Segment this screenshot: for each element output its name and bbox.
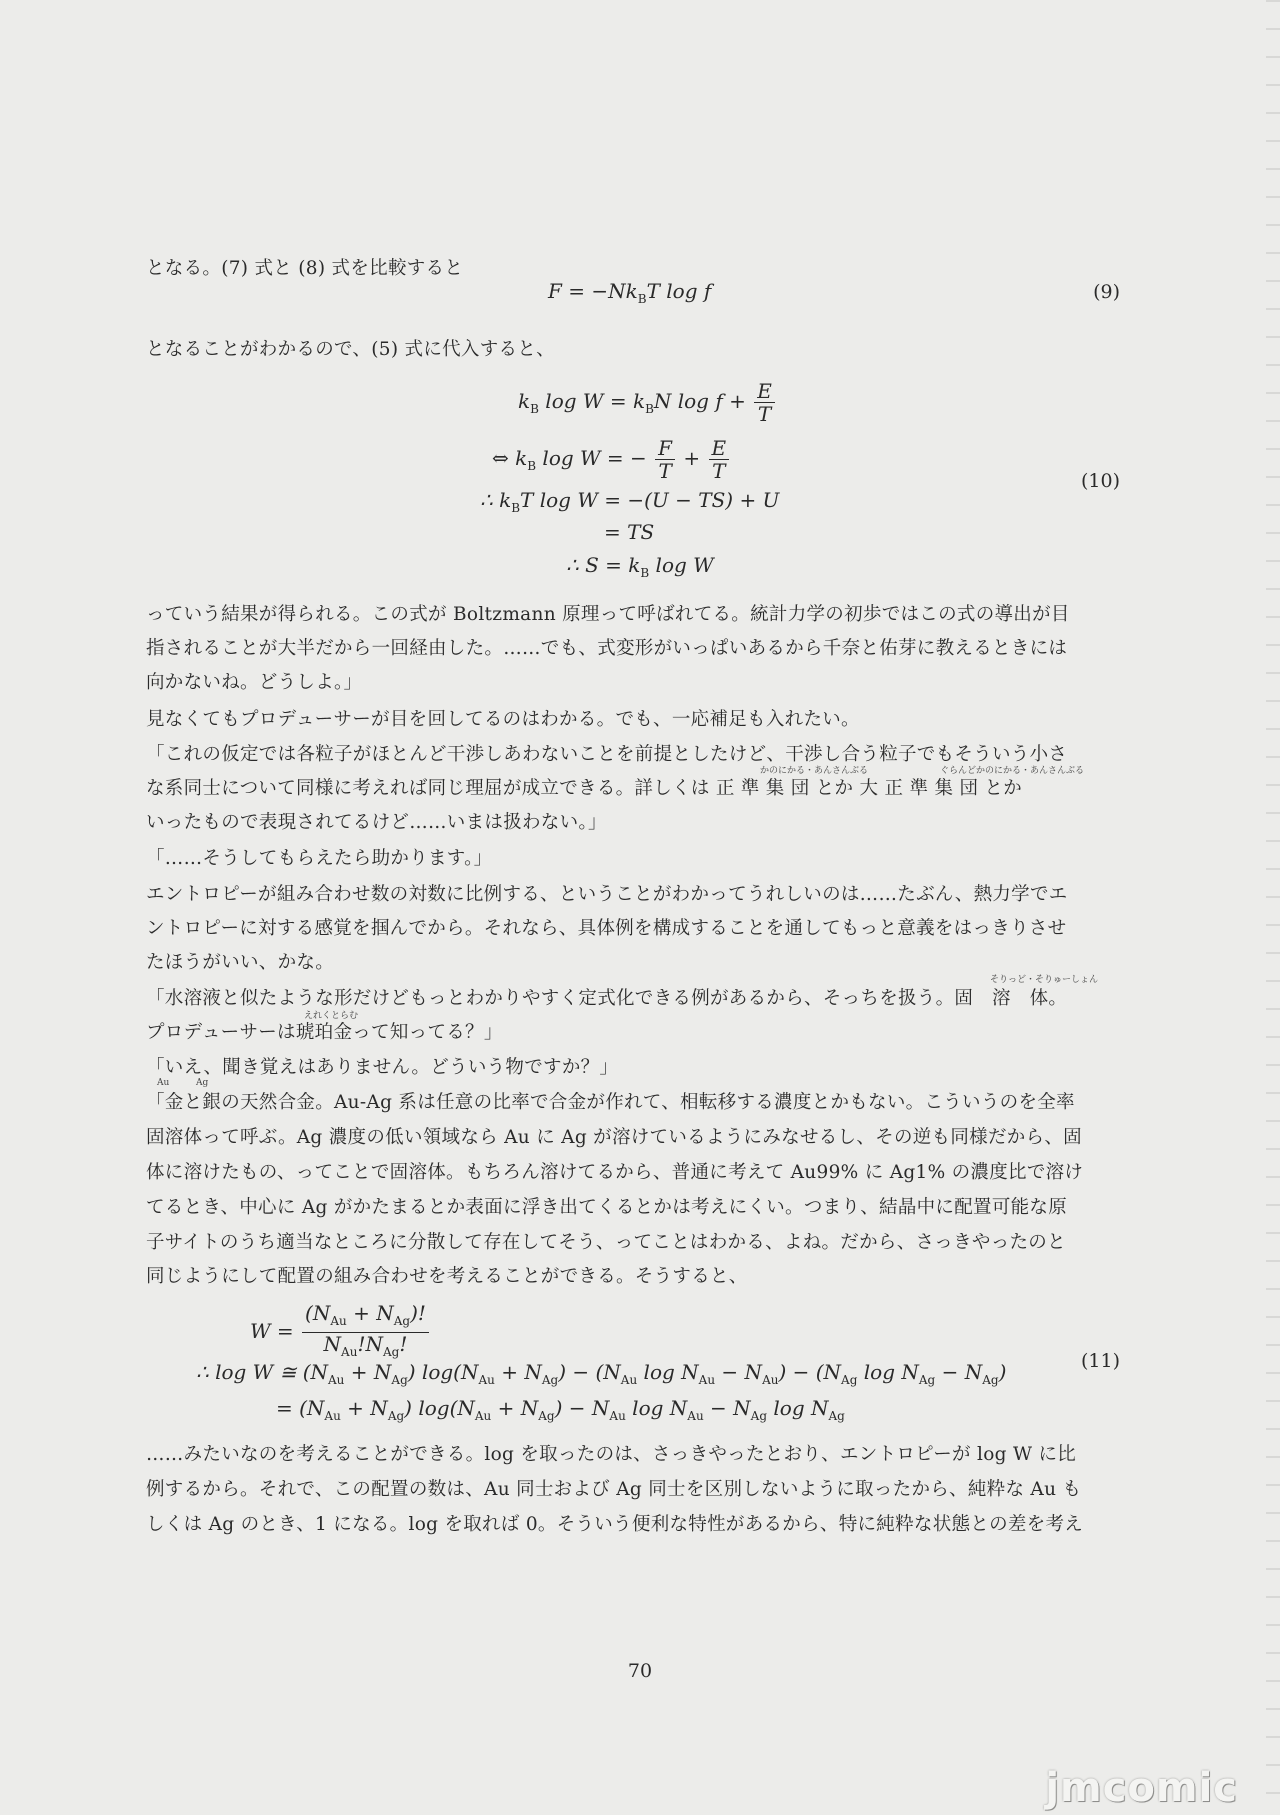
equation-10-row-1: $k_B$ $\log W = k_BN$ log f + $\frac{E}{T}$ <box>518 380 777 425</box>
equation-10-row-5: ∴ $S = k_B$ log W <box>566 553 714 580</box>
text-line: ……みたいなのを考えることができる。log を取ったのは、さっきやったとおり、エントロピーが log W に比 <box>146 1444 1077 1465</box>
equation-11-row-2: ∴ log W ≅ $(N_{Au} + N_{Ag}) \log(N_{Au} + N_{Ag}) - (N_{Au}$ $\log N_{Au} - N_{Au}) - (N_{Ag}$ $\log N_{Ag} - N_{Ag}$) <box>196 1360 1007 1387</box>
text-line: 「いえ、聞き覚えはありません。どういう物ですか？」 <box>146 1057 619 1078</box>
text-line: な系同士について同様に考えれば同じ理屈が成立できる。詳しくは 正 準 集 団 とか 大 正 準 集 団 とか <box>146 778 1023 799</box>
text-line: しくは Ag のとき、1 になる。log を取れば 0。そういう便利な特性があるから、特に純粋な状態との差を考え <box>146 1514 1084 1535</box>
text-line: 体に溶けたもの、ってことで固溶体。もちろん溶けてるから、普通に考えて Au99% に Ag1% の濃度比で溶け <box>146 1162 1084 1183</box>
ruby-grand-canonical-ensemble: ぐらんどかのにかる・あんさんぶる <box>940 766 1085 776</box>
equation-number-9: (9) <box>1093 281 1120 303</box>
text-line: ントロピーに対する感覚を掴んでから。それなら、具体例を構成することを通してもっと意義をはっきりさせ <box>146 918 1067 939</box>
text-line: てるとき、中心に Ag がかたまるとか表面に浮き出てくるとかは考えにくい。つまり、結晶中に配置可能な原 <box>146 1197 1068 1218</box>
ruby-au: Au <box>157 1078 170 1088</box>
binding-edge <box>1266 0 1280 1815</box>
ruby-solid-solution: そりっど・そりゅーしょん <box>990 975 1099 985</box>
text-line: 例するから。それで、この配置の数は、Au 同士および Ag 同士を区別しないように取ったから、純粋な Au も <box>146 1479 1082 1500</box>
equation-10-row-4: = TS <box>604 520 655 544</box>
text-line: 「金と銀の天然合金。Au-Ag 系は任意の比率で合金が作れて、相転移する濃度とかもない。こういうのを全率 <box>146 1092 1075 1113</box>
text-line: いったもので表現されてるけど……いまは扱わない。」 <box>146 812 607 833</box>
equation-11-row-1: W = $\frac{(N_{Au} + N_{Ag})!}{N_{Au}!N_{Ag}!}$ <box>250 1302 431 1363</box>
text-line: っていう結果が得られる。この式が Boltzmann 原理って呼ばれてる。統計力学の初歩ではこの式の導出が目 <box>146 604 1070 625</box>
page-number: 70 <box>627 1660 653 1682</box>
equation-number-10: (10) <box>1080 470 1120 492</box>
text-line: エントロピーが組み合わせ数の対数に比例する、ということがわかってうれしいのは……たぶん、熱力学でエ <box>146 884 1068 905</box>
paragraph-after-9: となることがわかるので、(5) 式に代入すると、 <box>146 339 555 360</box>
text-line: 「水溶液と似たような形だけどもっとわかりやすく定式化できる例があるから、そっちを扱う。固 溶 体。 <box>146 988 1068 1009</box>
text-line: 「これの仮定では各粒子がほとんど干渉しあわないことを前提としたけど、干渉し合う粒子でもそういう小さ <box>146 744 1068 765</box>
equation-number-11: (11) <box>1080 1350 1120 1372</box>
text-line: 指されることが大半だから一回経由した。……でも、式変形がいっぱいあるから千奈と佑芽に教えるときには <box>146 638 1068 659</box>
text-line: 固溶体って呼ぶ。Ag 濃度の低い領域なら Au に Ag が溶けているようにみなせるし、その逆も同様だから、固 <box>146 1127 1082 1148</box>
equation-11-row-3: = $(N_{Au} + N_{Ag}) \log(N_{Au} + N_{Ag}) - N_{Au}$ $\log N_{Au} - N_{Ag}$ $\log N_{Ag}$ <box>276 1396 845 1423</box>
ruby-electrum: えれくとらむ <box>304 1011 359 1021</box>
equation-10-row-3: ∴ $k_BT$ log W = −(U − TS) + U <box>480 488 780 515</box>
text-line: 同じようにして配置の組み合わせを考えることができる。そうすると、 <box>146 1266 748 1287</box>
text-line: プロデューサーは琥珀金って知ってる？」 <box>146 1022 503 1043</box>
text-line: 「……そうしてもらえたら助かります。」 <box>146 848 493 869</box>
text-line: たほうがいい、かな。 <box>146 952 335 973</box>
text-line: 子サイトのうち適当なところに分散して存在してそう、ってことはわかる、よね。だから、さっきやったのと <box>146 1232 1066 1253</box>
ruby-canonical-ensemble: かのにかる・あんさんぶる <box>760 766 869 776</box>
equation-9-body: $F = -Nk_BT$ log f <box>548 279 712 306</box>
equation-10-row-2: ⇔ $k_B$ log W = − $\frac{F}{T}$ + $\frac{E}{T}$ <box>492 437 731 482</box>
equation-9 <box>548 279 711 306</box>
watermark-logo: jmcomic <box>1045 1765 1238 1811</box>
text-line: 向かないね。どうしよ。」 <box>146 672 363 693</box>
paragraph-intro: となる。(7) 式と (8) 式を比較すると <box>146 258 464 279</box>
ruby-ag: Ag <box>196 1078 209 1088</box>
text-line: 見なくてもプロデューサーが目を回してるのはわかる。でも、一応補足も入れたい。 <box>146 709 860 730</box>
